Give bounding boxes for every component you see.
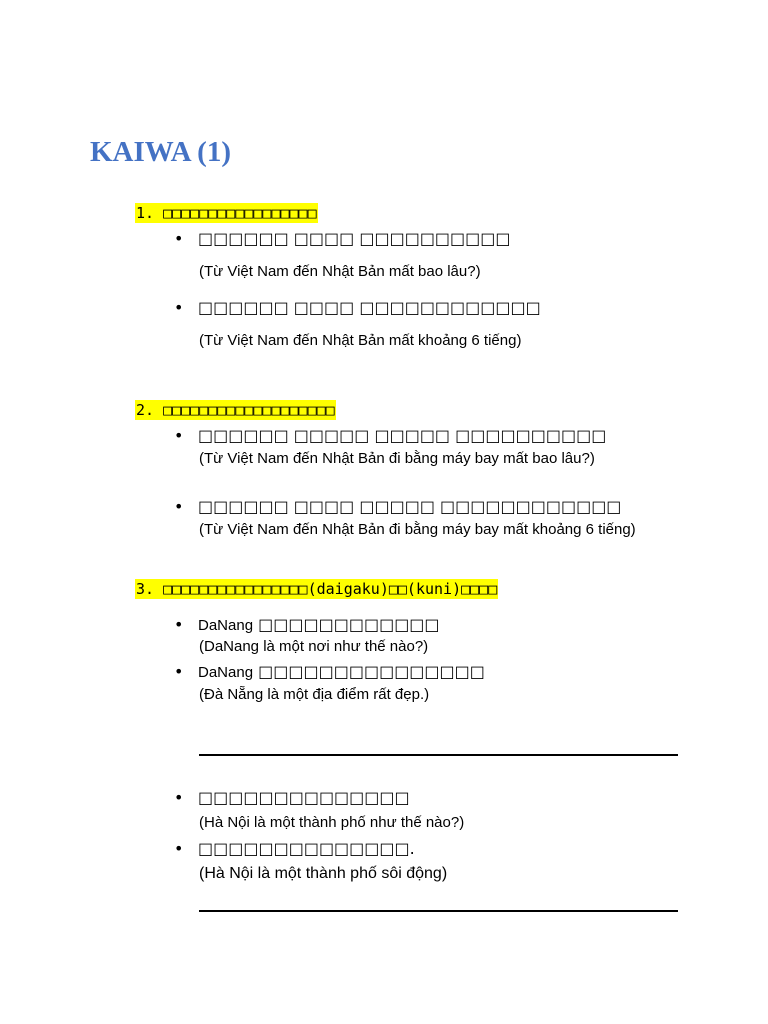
place-name: DaNang: [198, 617, 254, 634]
translation-vi: (Hà Nội là một thành phố như thế nào?): [199, 814, 465, 831]
section-heading-2: 2. □□□□□□□□□□□□□□□□□□□: [136, 401, 335, 419]
page-title: KAIWA (1): [90, 136, 231, 168]
list-item: [174, 662, 485, 683]
bullet-icon: •: [174, 298, 184, 317]
answer-jp: □□□□□□ □□□□ □□□□□ □□□□□□□□□□□□: [198, 497, 622, 516]
bullet-icon: •: [174, 615, 184, 634]
question-jp: □□□□□□□□□□□□□□: [198, 788, 410, 807]
translation-vi: (Hà Nội là một thành phố sôi động): [199, 865, 448, 882]
list-item: [174, 229, 511, 249]
list-item: [174, 298, 541, 318]
list-item: [174, 839, 415, 859]
list-item: [174, 497, 621, 517]
answer-jp: □□□□□□ □□□□ □□□□□□□□□□□□: [198, 298, 541, 317]
translation-vi: (DaNang là một nơi như thế nào?): [199, 638, 429, 655]
question-jp: □□□□□□□□□□□□: [253, 615, 440, 634]
bullet-icon: •: [174, 788, 184, 807]
list-item: [174, 615, 440, 636]
divider-line: [199, 910, 678, 912]
question-jp: □□□□□□ □□□□□ □□□□□ □□□□□□□□□□: [198, 426, 607, 445]
bullet-icon: •: [174, 839, 184, 858]
translation-vi: (Từ Việt Nam đến Nhật Bản đi bằng máy bay mất khoảng 6 tiếng): [199, 521, 636, 538]
translation-vi: (Từ Việt Nam đến Nhật Bản đi bằng máy bay mất bao lâu?): [199, 450, 595, 467]
question-jp: □□□□□□ □□□□ □□□□□□□□□□: [198, 229, 511, 248]
translation-vi: (Từ Việt Nam đến Nhật Bản mất khoảng 6 tiếng): [199, 332, 522, 349]
translation-vi: (Từ Việt Nam đến Nhật Bản mất bao lâu?): [199, 263, 481, 280]
list-item: [174, 426, 606, 446]
place-name: DaNang: [198, 664, 254, 681]
divider-line: [199, 754, 678, 756]
bullet-icon: •: [174, 229, 184, 248]
bullet-icon: •: [174, 426, 184, 445]
section-heading-1: 1. □□□□□□□□□□□□□□□□□: [136, 204, 317, 222]
list-item: [174, 788, 410, 808]
translation-vi: (Đà Nẵng là một địa điểm rất đẹp.): [199, 686, 430, 703]
bullet-icon: •: [174, 497, 184, 516]
answer-jp: □□□□□□□□□□□□□□.: [198, 839, 415, 858]
bullet-icon: •: [174, 662, 184, 681]
section-heading-3: 3. □□□□□□□□□□□□□□□□(daigaku)□□(kuni)□□□□: [136, 580, 498, 598]
answer-jp: □□□□□□□□□□□□□□□: [253, 662, 485, 681]
